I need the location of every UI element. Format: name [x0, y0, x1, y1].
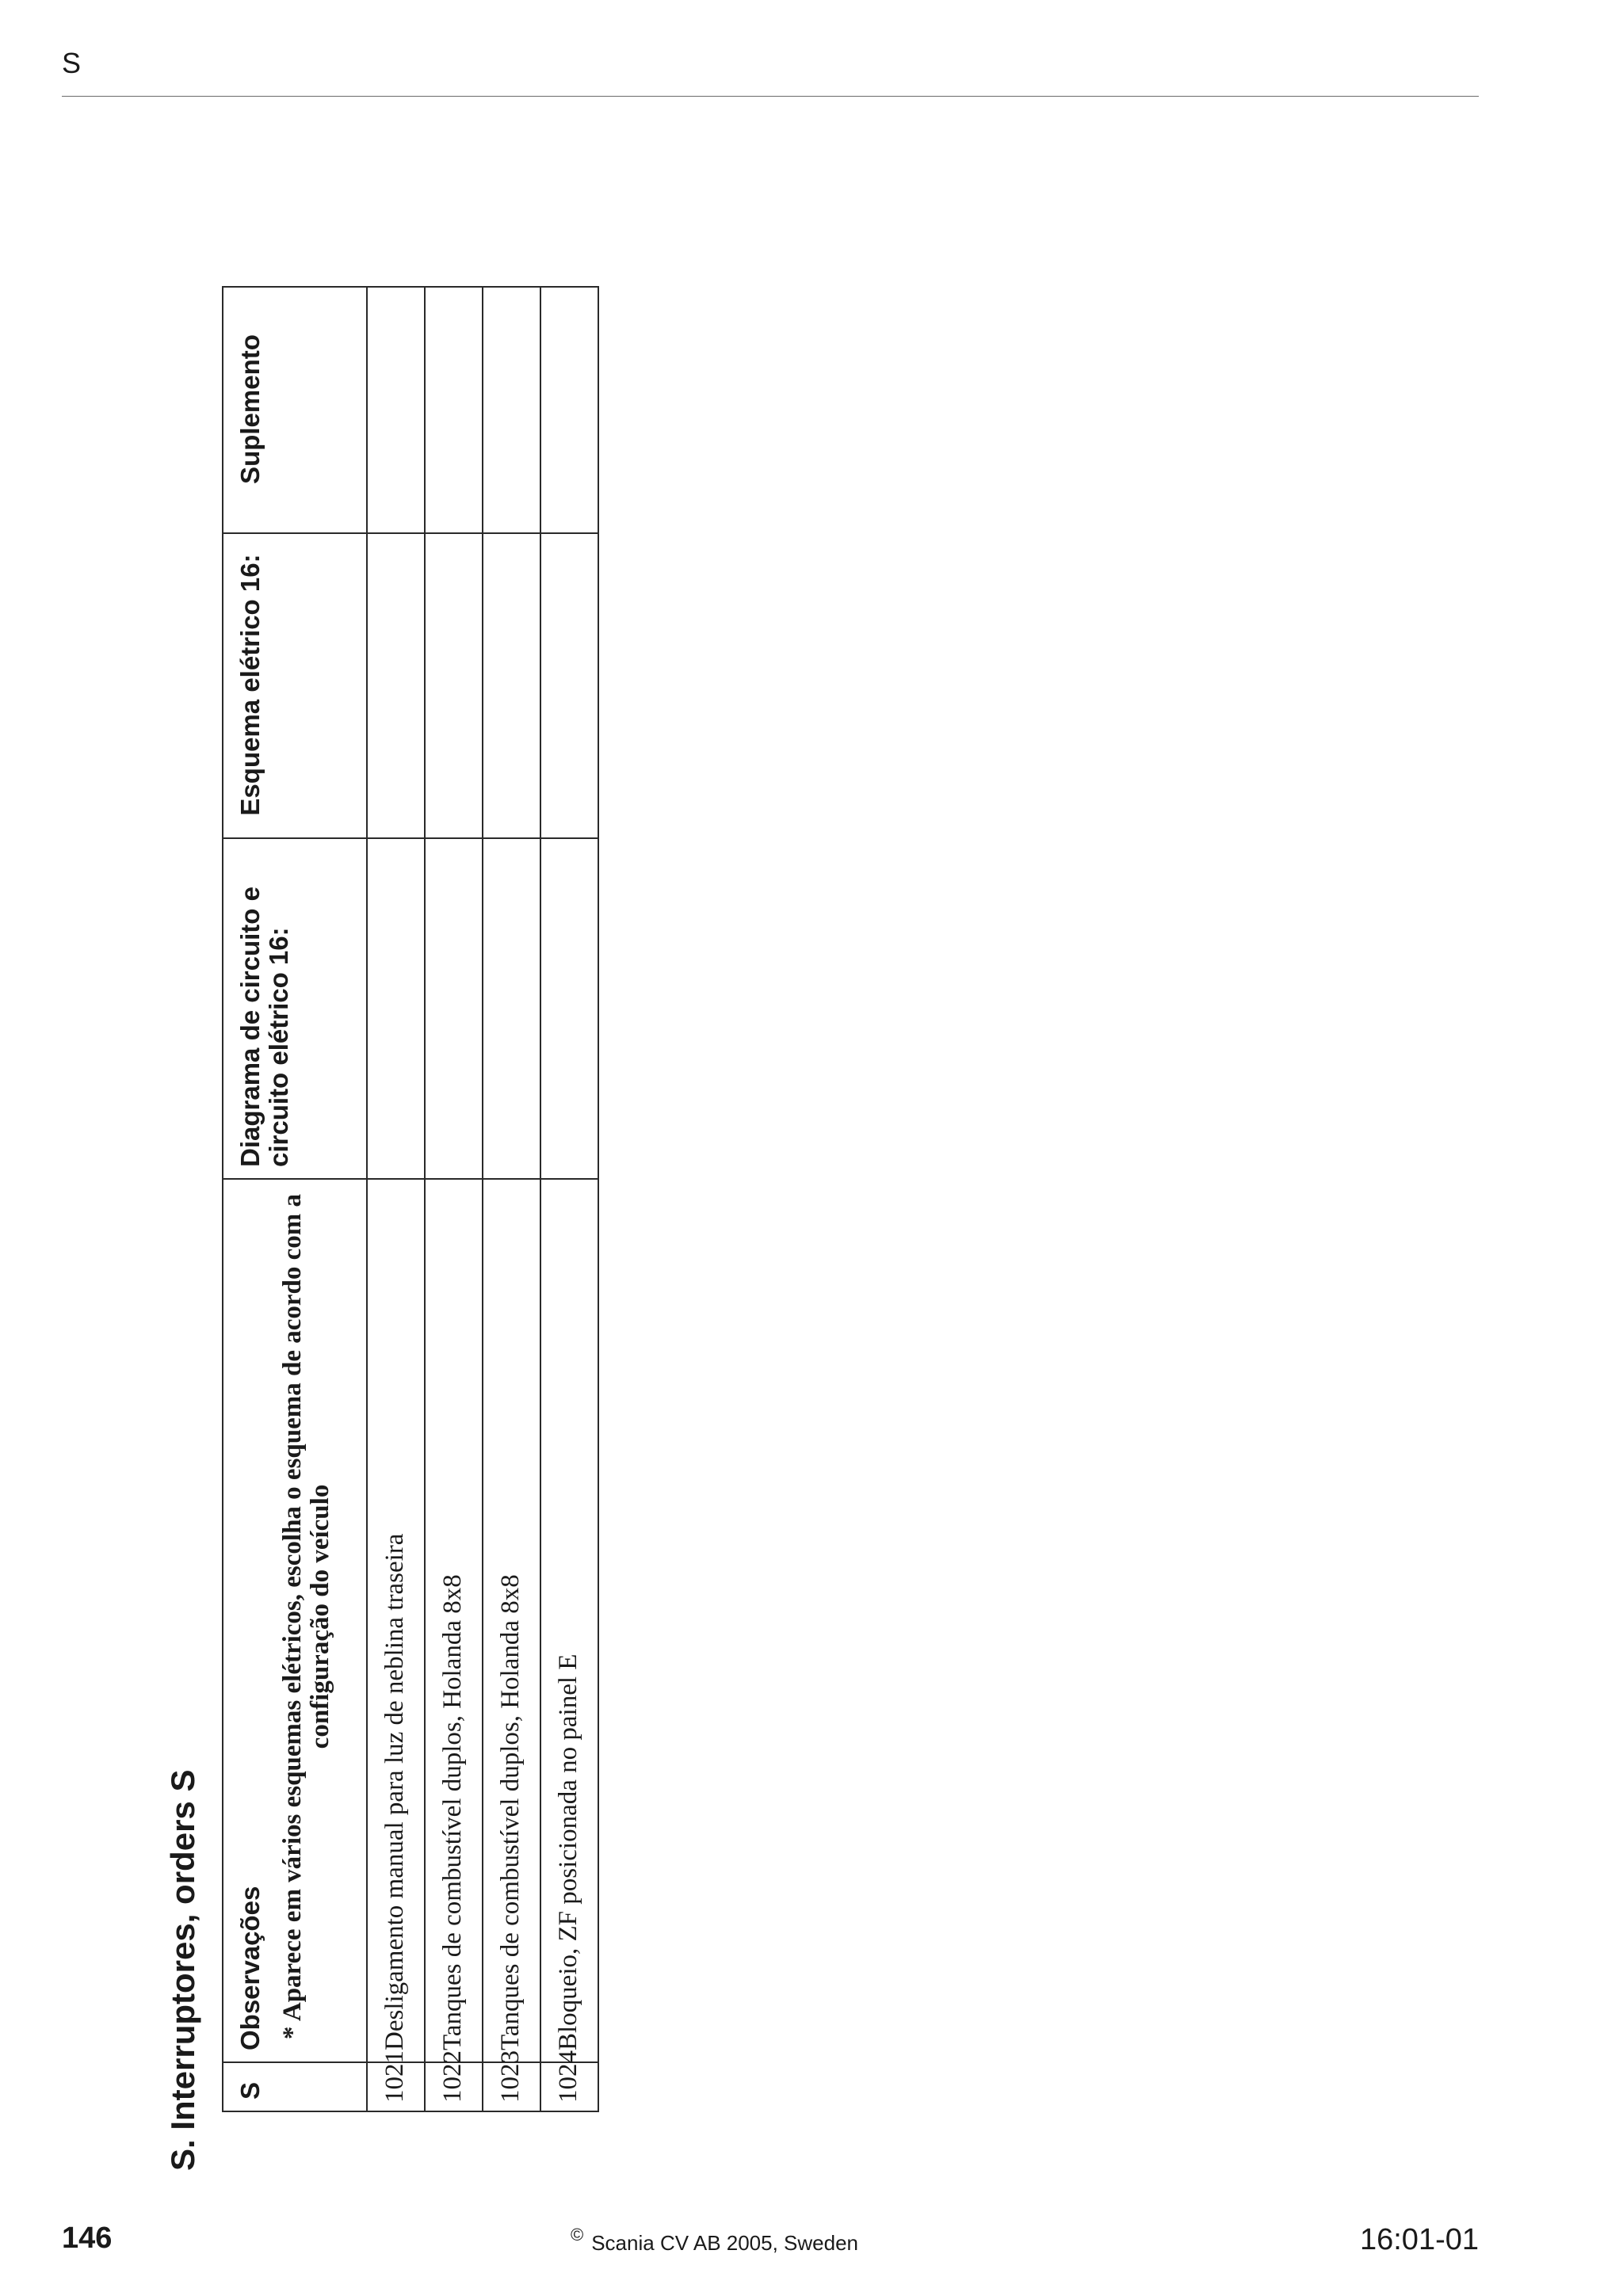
header-rule [62, 96, 1479, 97]
row-s-number: 1021 [380, 2050, 409, 2103]
row-esquema [368, 534, 382, 837]
row-s-number: 1024 [554, 2050, 582, 2103]
section-title: S. Interruptores, orders S [164, 1769, 201, 2171]
table-row [483, 287, 540, 2111]
row-suplemento [541, 288, 556, 532]
row-suplemento [368, 288, 382, 532]
table-row [425, 287, 483, 2111]
copyright-line [571, 2225, 858, 2255]
row-s-number: 1023 [496, 2050, 525, 2103]
document-code: 16:01-01 [1359, 2223, 1479, 2256]
row-suplemento [483, 288, 498, 532]
page-number: 146 [62, 2222, 113, 2255]
row-observacoes: Bloqueio, ZF posicionada no painel E [554, 1653, 582, 2050]
row-esquema [483, 534, 498, 837]
header-s: S [235, 2081, 265, 2100]
header-esquema: Esquema elétrico 16: [235, 554, 265, 816]
header-diagrama: Diagrama de circuito e circuito elétrico 16: [235, 887, 293, 1167]
header-diagrama-cell [223, 838, 367, 1179]
table-header-row [223, 287, 367, 2111]
configuration-note: * Aparece em vários esquemas elétricos, escolha o esquema de acordo com a configuração do veículo [278, 1193, 334, 2040]
row-esquema [426, 534, 440, 837]
header-observacoes-cell [223, 1179, 367, 2062]
table-row [367, 287, 425, 2111]
row-esquema [541, 534, 556, 837]
running-header-letter: S [62, 47, 82, 79]
header-s-cell [223, 2062, 367, 2111]
row-diagrama [483, 839, 498, 1178]
rotated-content [166, 269, 658, 2171]
row-diagrama [368, 839, 382, 1178]
row-diagrama [426, 839, 440, 1178]
row-s-number: 1022 [438, 2050, 467, 2103]
row-suplemento [426, 288, 440, 532]
header-suplemento-cell [223, 287, 367, 533]
orders-table [222, 286, 599, 2112]
copyright-symbol: © [571, 2225, 584, 2245]
row-observacoes: Tanques de combustível duplos, Holanda 8x8 [496, 1574, 525, 2050]
row-observacoes: Desligamento manual para luz de neblina traseira [380, 1533, 409, 2050]
table-row [540, 287, 598, 2111]
row-diagrama [541, 839, 556, 1178]
header-suplemento: Suplemento [235, 334, 265, 484]
row-observacoes: Tanques de combustível duplos, Holanda 8x8 [438, 1574, 467, 2050]
header-observacoes: Observações [235, 1886, 265, 2050]
copyright-text: Scania CV AB 2005, Sweden [591, 2231, 858, 2255]
header-esquema-cell [223, 533, 367, 838]
